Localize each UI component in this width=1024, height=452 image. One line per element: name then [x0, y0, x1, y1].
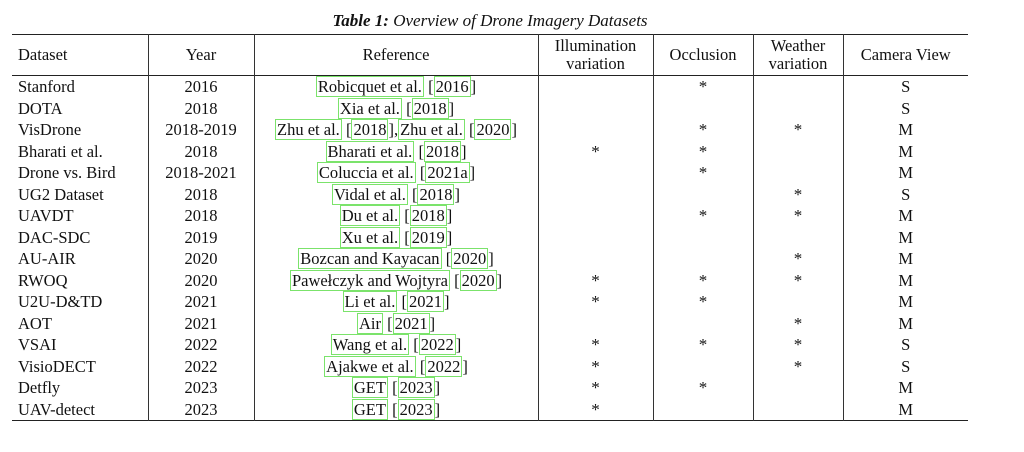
- cell-year: 2018-2019: [148, 119, 254, 141]
- citation-author-link[interactable]: Zhu et al.: [277, 120, 340, 139]
- cell-occlusion: [653, 356, 753, 378]
- cell-dataset: AOT: [12, 313, 148, 335]
- cell-reference: Wang et al. [ 2022 ]: [254, 334, 538, 356]
- cell-weather: [753, 141, 843, 163]
- cell-occlusion: *: [653, 334, 753, 356]
- cell-dataset: Drone vs. Bird: [12, 162, 148, 184]
- citation-author-link[interactable]: Xia et al.: [339, 98, 400, 118]
- citation-year-link[interactable]: 2023: [399, 399, 433, 419]
- citation-author-link[interactable]: Ajakwe et al.: [326, 356, 414, 376]
- cell-occlusion: *: [653, 270, 753, 292]
- cell-dataset: VisDrone: [12, 119, 148, 141]
- cell-occlusion: [653, 184, 753, 206]
- cell-dataset: UG2 Dataset: [12, 184, 148, 206]
- cell-camera-view: S: [843, 356, 968, 378]
- table-caption-title: Overview of Drone Imagery Datasets: [393, 11, 648, 30]
- cell-reference: Du et al. [ 2018 ]: [254, 205, 538, 227]
- table-row: [12, 356, 968, 378]
- cell-weather: *: [753, 184, 843, 206]
- cell-occlusion: [653, 313, 753, 335]
- cell-weather: [753, 291, 843, 313]
- cell-year: 2018-2021: [148, 162, 254, 184]
- cell-year: 2023: [148, 377, 254, 399]
- cell-illumination: [538, 227, 653, 249]
- header-weather: Weather variation: [753, 35, 843, 76]
- cell-occlusion: *: [653, 162, 753, 184]
- cell-year: 2018: [148, 205, 254, 227]
- cell-reference: Ajakwe et al. [ 2022 ]: [254, 356, 538, 378]
- citation-author-link[interactable]: Zhu et al.: [400, 120, 463, 139]
- cell-year: 2018: [148, 141, 254, 163]
- cell-camera-view: S: [843, 184, 968, 206]
- citation-year-link[interactable]: 2018: [413, 98, 447, 118]
- cell-camera-view: S: [843, 98, 968, 120]
- cell-weather: *: [753, 356, 843, 378]
- citation-author-link[interactable]: GET: [353, 378, 386, 397]
- citation-year-link[interactable]: 2020: [461, 270, 495, 290]
- citation-author-link[interactable]: Li et al.: [344, 292, 396, 311]
- cell-dataset: U2U-D&TD: [12, 291, 148, 313]
- cell-dataset: VSAI: [12, 334, 148, 356]
- citation-year-link[interactable]: 2023: [399, 378, 433, 397]
- cell-weather: [753, 377, 843, 399]
- cell-illumination: [538, 98, 653, 120]
- cell-reference: Li et al. [ 2021 ]: [254, 291, 538, 313]
- table-row: [12, 162, 968, 184]
- citation-year-link[interactable]: 2019: [411, 227, 445, 247]
- table-body: [12, 76, 968, 421]
- citation-year-link[interactable]: 2018: [411, 206, 445, 225]
- cell-dataset: UAV-detect: [12, 399, 148, 421]
- citation-author-link[interactable]: Bozcan and Kayacan: [300, 249, 440, 268]
- cell-reference: Air [ 2021 ]: [254, 313, 538, 335]
- cell-reference: GET [ 2023 ]: [254, 399, 538, 421]
- citation-year-link[interactable]: 2021a: [427, 163, 468, 182]
- cell-year: 2016: [148, 76, 254, 98]
- cell-dataset: Detfly: [12, 377, 148, 399]
- datasets-table: [12, 34, 968, 421]
- cell-dataset: VisioDECT: [12, 356, 148, 378]
- citation-year-link[interactable]: 2020: [453, 249, 487, 268]
- cell-weather: *: [753, 248, 843, 270]
- table-row: [12, 377, 968, 399]
- citation-year-link[interactable]: 2020: [476, 120, 510, 139]
- table-row: [12, 227, 968, 249]
- cell-weather: [753, 98, 843, 120]
- citation-author-link[interactable]: Bharati et al.: [327, 141, 413, 161]
- cell-camera-view: M: [843, 248, 968, 270]
- cell-camera-view: M: [843, 119, 968, 141]
- cell-illumination: *: [538, 141, 653, 163]
- table-header-row: [12, 35, 968, 76]
- cell-camera-view: M: [843, 399, 968, 421]
- cell-reference: Bharati et al. [ 2018 ]: [254, 141, 538, 163]
- citation-year-link[interactable]: 2021: [394, 313, 428, 333]
- cell-camera-view: M: [843, 162, 968, 184]
- cell-weather: [753, 227, 843, 249]
- cell-reference: GET [ 2023 ]: [254, 377, 538, 399]
- cell-dataset: Stanford: [12, 76, 148, 98]
- cell-year: 2022: [148, 334, 254, 356]
- cell-weather: [753, 399, 843, 421]
- cell-weather: *: [753, 270, 843, 292]
- cell-illumination: *: [538, 291, 653, 313]
- table-row: [12, 399, 968, 421]
- citation-author-link[interactable]: Coluccia et al.: [318, 163, 414, 182]
- cell-reference: Xu et al. [ 2019 ]: [254, 227, 538, 249]
- cell-camera-view: M: [843, 377, 968, 399]
- cell-camera-view: S: [843, 334, 968, 356]
- table-row: [12, 76, 968, 98]
- citation-year-link[interactable]: 2022: [420, 335, 454, 354]
- cell-year: 2020: [148, 270, 254, 292]
- cell-year: 2018: [148, 184, 254, 206]
- cell-camera-view: S: [843, 76, 968, 98]
- cell-dataset: RWOQ: [12, 270, 148, 292]
- cell-camera-view: M: [843, 313, 968, 335]
- cell-illumination: *: [538, 270, 653, 292]
- cell-camera-view: M: [843, 227, 968, 249]
- cell-camera-view: M: [843, 205, 968, 227]
- table-row: [12, 270, 968, 292]
- cell-weather: *: [753, 313, 843, 335]
- cell-camera-view: M: [843, 141, 968, 163]
- table-row: [12, 98, 968, 120]
- cell-camera-view: M: [843, 270, 968, 292]
- citation-author-link[interactable]: Pawełczyk and Wojtyra: [291, 270, 448, 290]
- cell-illumination: *: [538, 377, 653, 399]
- citation-author-link[interactable]: Air: [358, 313, 381, 333]
- cell-occlusion: *: [653, 76, 753, 98]
- citation-author-link[interactable]: Robicquet et al.: [317, 77, 422, 96]
- cell-occlusion: *: [653, 291, 753, 313]
- citation-year-link[interactable]: 2018: [425, 141, 459, 161]
- cell-illumination: *: [538, 356, 653, 378]
- citation-year-link[interactable]: 2021: [408, 292, 442, 311]
- cell-weather: *: [753, 205, 843, 227]
- cell-reference: Robicquet et al. [ 2016 ]: [254, 76, 538, 98]
- cell-illumination: [538, 248, 653, 270]
- citation-author-link[interactable]: Du et al.: [341, 206, 399, 225]
- cell-occlusion: *: [653, 205, 753, 227]
- cell-reference: Bozcan and Kayacan [ 2020 ]: [254, 248, 538, 270]
- citation-year-link[interactable]: 2018: [419, 184, 453, 204]
- cell-occlusion: *: [653, 119, 753, 141]
- cell-year: 2022: [148, 356, 254, 378]
- cell-year: 2023: [148, 399, 254, 421]
- cell-occlusion: *: [653, 377, 753, 399]
- cell-year: 2020: [148, 248, 254, 270]
- table-row: [12, 291, 968, 313]
- cell-camera-view: M: [843, 291, 968, 313]
- citation-year-link[interactable]: 2018: [353, 120, 387, 139]
- cell-reference: Zhu et al. [ 2018 ], Zhu et al. [ 2020 ]: [254, 119, 538, 141]
- cell-dataset: DAC-SDC: [12, 227, 148, 249]
- header-illumination: Illumination variation: [538, 35, 653, 76]
- cell-illumination: [538, 313, 653, 335]
- cell-occlusion: [653, 227, 753, 249]
- table-row: [12, 141, 968, 163]
- citation-year-link[interactable]: 2016: [435, 77, 469, 96]
- citation-author-link[interactable]: Vidal et al.: [334, 184, 406, 204]
- cell-reference: Vidal et al. [ 2018 ]: [254, 184, 538, 206]
- cell-weather: *: [753, 119, 843, 141]
- cell-illumination: [538, 119, 653, 141]
- cell-reference: Xia et al. [ 2018 ]: [254, 98, 538, 120]
- cell-dataset: Bharati et al.: [12, 141, 148, 163]
- cell-year: 2021: [148, 313, 254, 335]
- citation-year-link[interactable]: 2022: [427, 356, 461, 376]
- table-row: [12, 313, 968, 335]
- header-occlusion: Occlusion: [653, 35, 753, 76]
- cell-occlusion: [653, 248, 753, 270]
- cell-year: 2021: [148, 291, 254, 313]
- cell-illumination: [538, 205, 653, 227]
- citation-author-link[interactable]: Wang et al.: [332, 335, 408, 354]
- table-row: [12, 205, 968, 227]
- citation-author-link[interactable]: Xu et al.: [341, 227, 399, 247]
- table-row: [12, 334, 968, 356]
- header-camera-view: Camera View: [843, 35, 968, 76]
- cell-dataset: AU-AIR: [12, 248, 148, 270]
- cell-illumination: [538, 76, 653, 98]
- cell-occlusion: [653, 98, 753, 120]
- table-row: [12, 248, 968, 270]
- table-caption-label: Table 1:: [332, 11, 389, 30]
- cell-occlusion: *: [653, 141, 753, 163]
- cell-occlusion: [653, 399, 753, 421]
- cell-illumination: *: [538, 399, 653, 421]
- cell-dataset: DOTA: [12, 98, 148, 120]
- table-caption: [0, 11, 980, 31]
- cell-illumination: [538, 162, 653, 184]
- cell-weather: *: [753, 334, 843, 356]
- cell-illumination: [538, 184, 653, 206]
- table-row: [12, 184, 968, 206]
- cell-dataset: UAVDT: [12, 205, 148, 227]
- header-year: Year: [148, 35, 254, 76]
- table-row: [12, 119, 968, 141]
- cell-reference: Coluccia et al. [ 2021a ]: [254, 162, 538, 184]
- cell-year: 2018: [148, 98, 254, 120]
- header-reference: Reference: [254, 35, 538, 76]
- cell-weather: [753, 76, 843, 98]
- cell-illumination: *: [538, 334, 653, 356]
- cell-weather: [753, 162, 843, 184]
- citation-author-link[interactable]: GET: [353, 399, 386, 419]
- cell-reference: Pawełczyk and Wojtyra [ 2020 ]: [254, 270, 538, 292]
- cell-year: 2019: [148, 227, 254, 249]
- header-dataset: Dataset: [12, 35, 148, 76]
